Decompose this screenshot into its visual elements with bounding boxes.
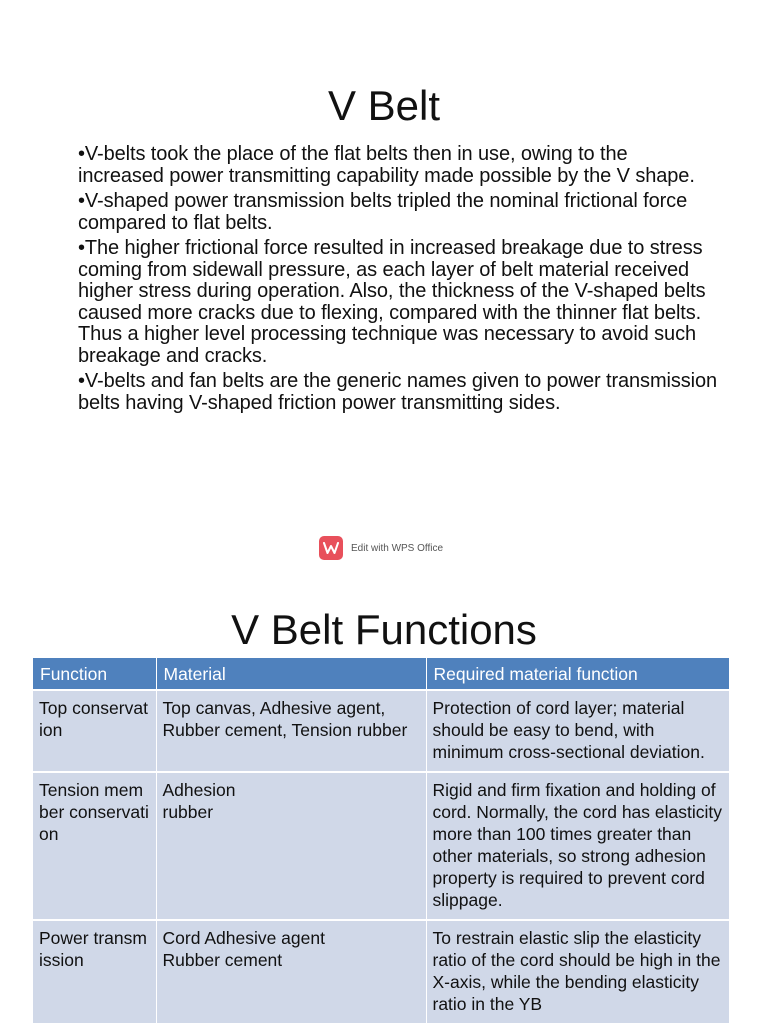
bullet-list (78, 144, 718, 418)
cell-function: Top conservation (33, 690, 156, 772)
bullet-item: •The higher frictional force resulted in increased breakage due to stress coming from sidewall pressure, as each layer of belt material received higher stress during operation. Also, the thickness of the V-shaped belts caused more cracks due to flexing, compared with the thinner flat belts. Thus a higher level processing technique was necessary to avoid such breakage and cracks. (78, 237, 706, 367)
bullet-item: •V-shaped power transmission belts tripled the nominal frictional force compared to flat belts. (78, 190, 688, 234)
column-header-material: Material (156, 658, 426, 690)
wps-logo-icon (319, 536, 343, 560)
cell-function: Tension member conservation (33, 772, 156, 920)
table-row (33, 690, 729, 772)
column-header-function: Function (33, 658, 156, 690)
cell-material: Cord Adhesive agent Rubber cement (156, 920, 426, 1023)
table-row (33, 772, 729, 920)
table-header-row (33, 658, 729, 690)
slide-title-v-belt: V Belt (327, 82, 441, 129)
wps-badge-text: Edit with WPS Office (351, 542, 444, 554)
cell-required-function: Protection of cord layer; material should be easy to bend, with minimum cross-sectional deviation. (426, 690, 729, 772)
cell-material: Top canvas, Adhesive agent, Rubber cement, Tension rubber (156, 690, 426, 772)
slide-title-v-belt-functions: V Belt Functions (231, 606, 537, 653)
cell-required-function: Rigid and firm fixation and holding of cord. Normally, the cord has elasticity more than 100 times greater than other materials, so strong adhesion property is required to prevent cord slippage. (426, 772, 729, 920)
cell-material: Adhesion rubber (156, 772, 426, 920)
bullet-item: •V-belts took the place of the flat belts then in use, owing to the increased power transmitting capability made possible by the V shape. (78, 143, 695, 187)
cell-function: Power transmission (33, 920, 156, 1023)
column-header-required-function: Required material function (426, 658, 729, 690)
bullet-item: •V-belts and fan belts are the generic names given to power transmission belts having V-shaped friction power transmitting sides. (78, 370, 718, 414)
table-row (33, 920, 729, 1023)
cell-required-function: To restrain elastic slip the elasticity ratio of the cord should be high in the X-axis, while the bending elasticity ratio in the YB (426, 920, 729, 1023)
functions-table (33, 658, 729, 1023)
wps-office-badge[interactable] (319, 536, 443, 560)
